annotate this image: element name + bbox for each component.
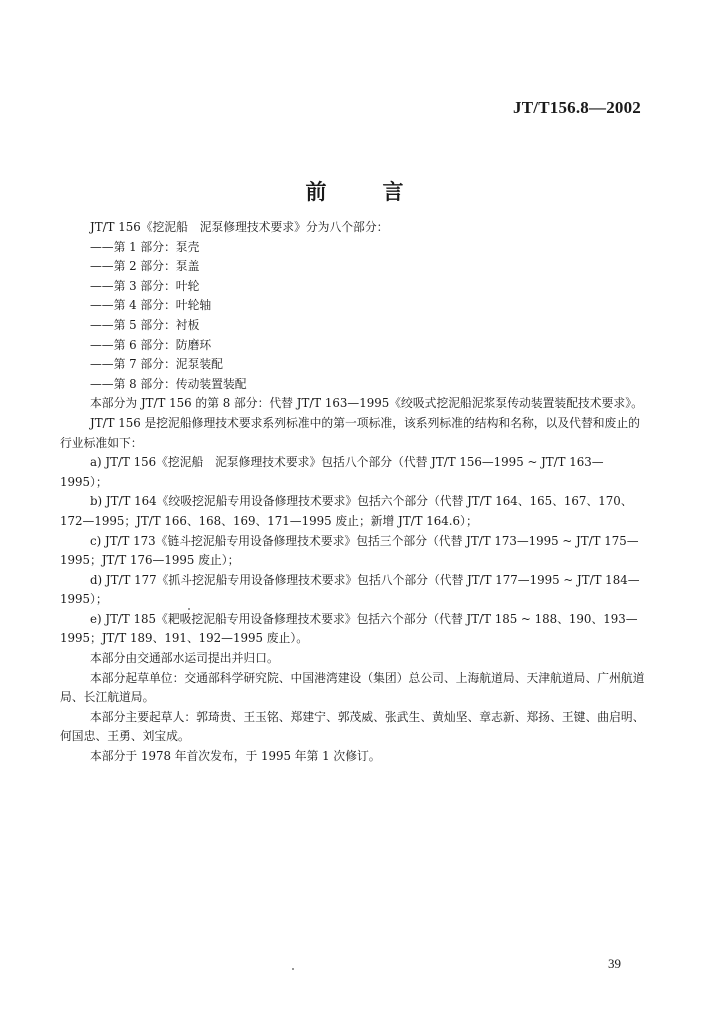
paragraph: 本部分由交通部水运司提出并归口。	[90, 651, 279, 666]
paragraph: c) JT/T 173《链斗挖泥船专用设备修理技术要求》包括三个部分（代替 JT/T 173—1995 ~ JT/T 175—1995；JT/T 176—1995 废止）；	[60, 533, 639, 568]
list-item: ——第 5 部分：衬板	[90, 317, 200, 332]
paragraph: 本部分主要起草人：郭琦贵、王玉铭、郑建宁、郭茂威、张武生、黄灿坚、章志新、郑扬、王键、曲启明、何国忠、王勇、刘宝成。	[60, 709, 645, 744]
paragraph: e) JT/T 185《耙吸挖泥船专用设备修理技术要求》包括六个部分（代替 JT/T 185 ~ 188、190、193—1995；JT/T 189、191、192—1995 废止）。	[60, 611, 638, 646]
page-number: 39	[608, 956, 621, 971]
standard-code: JT/T156.8—2002	[513, 98, 641, 117]
list-item: ——第 2 部分：泵盖	[90, 259, 200, 274]
paragraph: d) JT/T 177《抓斗挖泥船专用设备修理技术要求》包括八个部分（代替 JT/T 177—1995 ~ JT/T 184—1995）；	[60, 572, 640, 607]
list-item: ——第 6 部分：防磨环	[90, 337, 212, 352]
paragraph: JT/T 156 是挖泥船修理技术要求系列标准中的第一项标准，该系列标准的结构和名称，以及代替和废止的行业标准如下：	[60, 415, 640, 450]
paragraph: 本部分为 JT/T 156 的第 8 部分：代替 JT/T 163—1995《绞吸式挖泥船泥浆泵传动装置装配技术要求》。	[90, 396, 643, 411]
list-item: ——第 1 部分：泵壳	[90, 239, 200, 254]
scan-speck	[188, 608, 190, 610]
parts-list	[60, 238, 646, 395]
page-title: 前言	[305, 180, 460, 204]
paragraph: 本部分起草单位：交通部科学研究院、中国港湾建设（集团）总公司、上海航道局、天津航道局、广州航道局、长江航道局。	[60, 670, 645, 705]
list-item: ——第 3 部分：叶轮	[90, 278, 200, 293]
scan-speck	[292, 968, 294, 970]
paragraph: b) JT/T 164《绞吸挖泥船专用设备修理技术要求》包括六个部分（代替 JT/T 164、165、167、170、172—1995；JT/T 166、168、169、171—1995 废止；新增 JT/T 164.6）；	[60, 494, 633, 528]
paragraph: 本部分于 1978 年首次发布，于 1995 年第 1 次修订。	[90, 749, 381, 764]
list-item: ——第 8 部分：传动装置装配	[90, 376, 247, 391]
intro-paragraph: JT/T 156《挖泥船 泥泵修理技术要求》分为八个部分：	[90, 220, 389, 234]
foreword-body	[60, 218, 646, 767]
list-item: ——第 4 部分：叶轮轴	[90, 298, 212, 313]
list-item: ——第 7 部分：泥泵装配	[90, 357, 223, 372]
paragraph: a) JT/T 156《挖泥船 泥泵修理技术要求》包括八个部分（代替 JT/T 156—1995 ~ JT/T 163—1995）；	[60, 455, 604, 489]
